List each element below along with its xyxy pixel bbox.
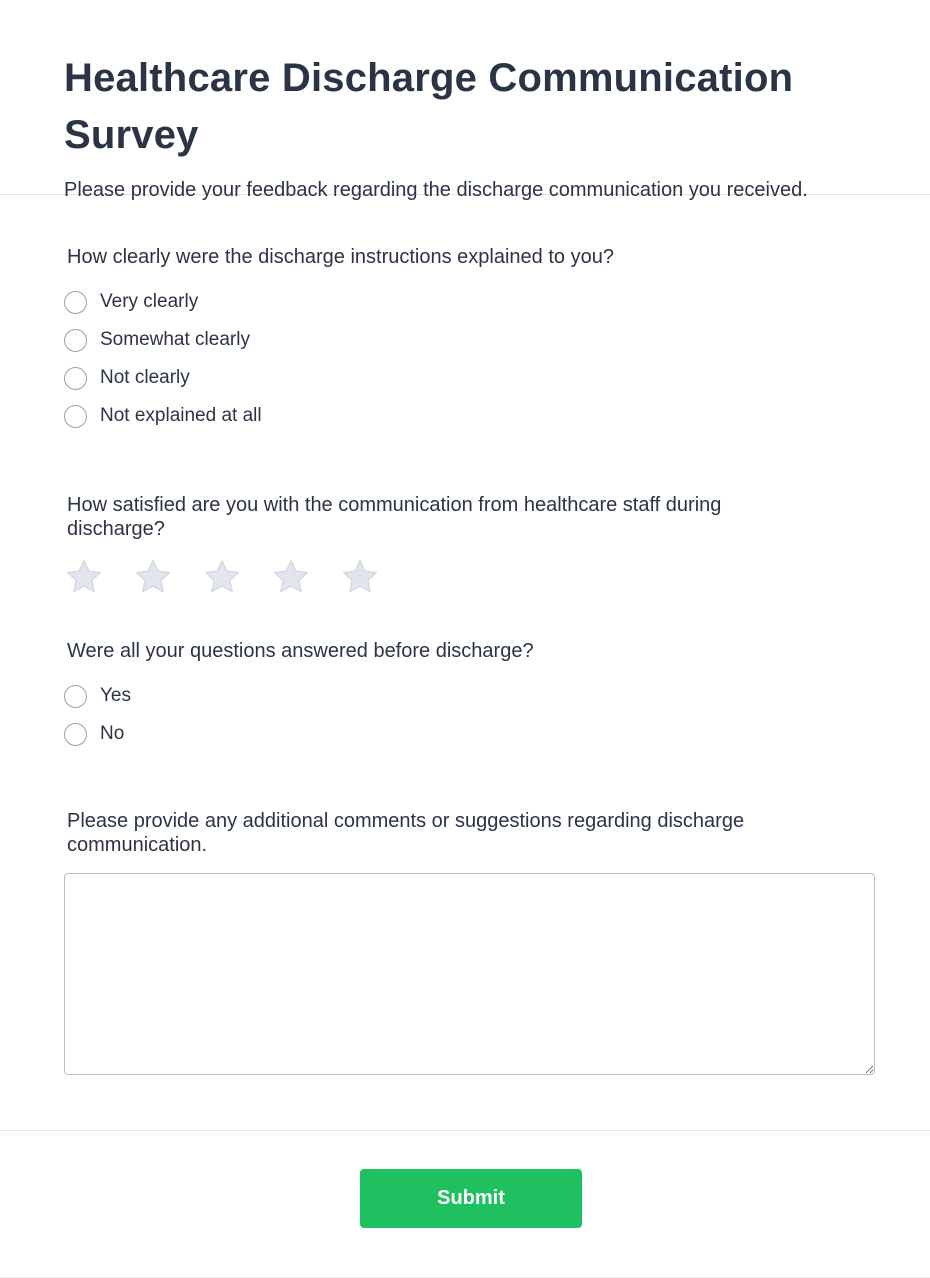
star-rating [64,557,875,597]
survey-body [0,195,930,1075]
question-comments [64,809,875,1075]
page-subtitle: Please provide your feedback regarding the discharge communication you received. [64,179,808,201]
survey-footer [0,1130,930,1278]
radio-button[interactable] [64,685,87,708]
radio-button[interactable] [64,723,87,746]
radio-button[interactable] [64,329,87,352]
star-icon[interactable] [202,557,242,597]
option-label: Somewhat clearly [100,329,250,350]
comments-textarea[interactable] [64,873,875,1075]
star-icon[interactable] [133,557,173,597]
option-label: Very clearly [100,291,199,312]
star-icon[interactable] [271,557,311,597]
radio-button[interactable] [64,405,87,428]
option-no[interactable] [64,715,875,753]
question-label: Please provide any additional comments or suggestions regarding discharge communication. [67,810,745,856]
star-icon[interactable] [340,557,380,597]
question-questions-answered [64,639,875,753]
submit-button[interactable]: Submit [360,1169,582,1228]
option-yes[interactable] [64,677,875,715]
radio-button[interactable] [64,291,87,314]
option-very-clearly[interactable] [64,283,875,321]
option-somewhat-clearly[interactable] [64,321,875,359]
question-label: How satisfied are you with the communication from healthcare staff during discharge? [67,494,722,540]
question-label: How clearly were the discharge instructions explained to you? [67,246,614,268]
page-title: Healthcare Discharge Communication Survey [64,56,794,157]
radio-button[interactable] [64,367,87,390]
survey-header [0,0,930,201]
option-label: Yes [100,685,131,706]
option-not-explained[interactable] [64,397,875,435]
option-label: Not clearly [100,367,190,388]
question-label: Were all your questions answered before discharge? [67,640,534,662]
option-label: No [100,723,125,744]
question-clarity [64,245,875,435]
star-icon[interactable] [64,557,104,597]
option-not-clearly[interactable] [64,359,875,397]
question-satisfaction [64,493,875,597]
option-label: Not explained at all [100,405,262,426]
